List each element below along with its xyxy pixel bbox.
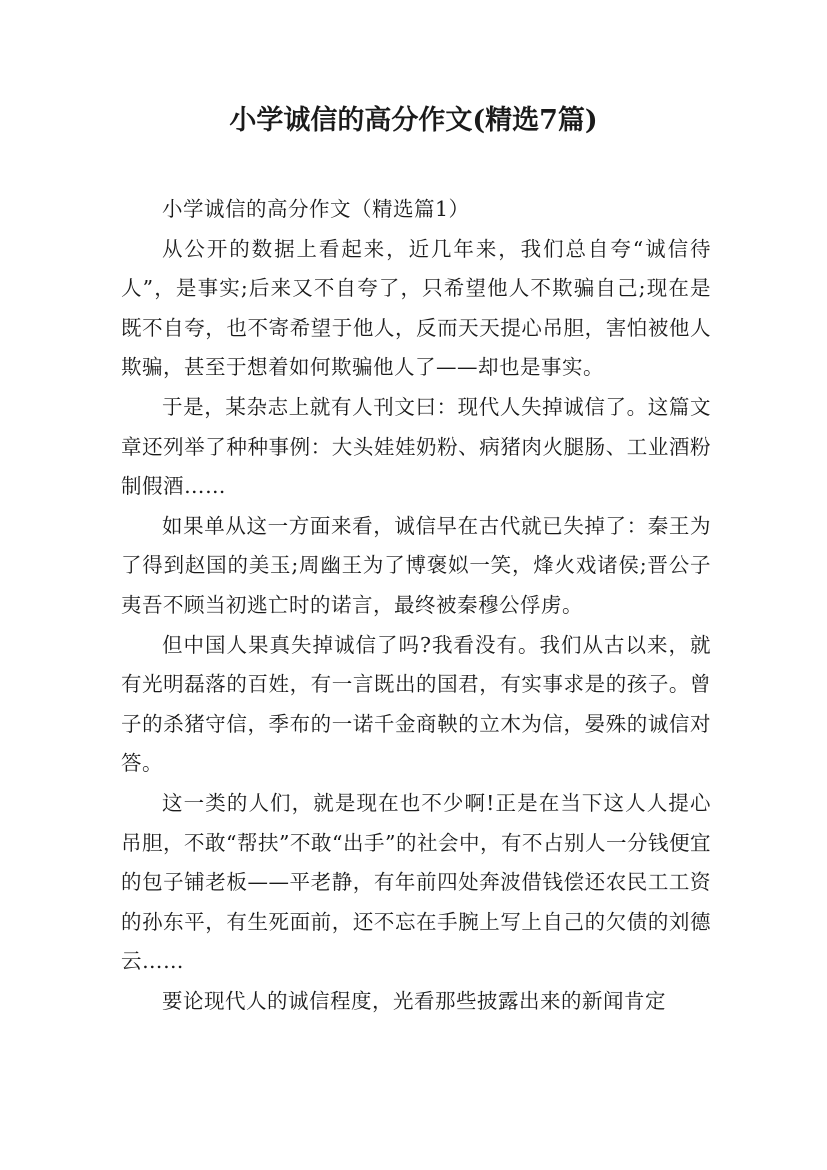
paragraph: 如果单从这一方面来看，诚信早在古代就已失掉了：秦王为了得到赵国的美玉;周幽王为了博褒姒一笑，烽火戏诸侯;晋公子夷吾不顾当初逃亡时的诺言，最终被秦穆公俘虏。	[121, 513, 711, 617]
paragraph: 但中国人果真失掉诚信了吗?我看没有。我们从古以来，就有光明磊落的百姓，有一言既出的国君，有实事求是的孩子。曾子的杀猪守信，季布的一诺千金商鞅的立木为信，晏殊的诚信对答。	[121, 632, 711, 776]
document-title: 小学诚信的高分作文(精选7篇)	[229, 105, 598, 136]
section-heading: 小学诚信的高分作文（精选篇1）	[162, 197, 470, 221]
paragraph: 于是，某杂志上就有人刊文曰：现代人失掉诚信了。这篇文章还列举了种种事例：大头娃娃奶粉、病猪肉火腿肠、工业酒粉制假酒……	[121, 394, 711, 499]
paragraph: 要论现代人的诚信程度，光看那些披露出来的新闻肯定	[162, 988, 666, 1013]
paragraph: 从公开的数据上看起来，近几年来，我们总自夸“诚信待人”，是事实;后来又不自夸了，只希望他人不欺骗自己;现在是既不自夸，也不寄希望于他人，反而天天提心吊胆，害怕被他人欺骗，甚至于想着如何欺骗他人了——却也是事实。	[121, 236, 711, 380]
document-body	[121, 190, 711, 1021]
paragraph: 这一类的人们，就是现在也不少啊!正是在当下这人人提心吊胆，不敢“帮扶”不敢“出手”的社会中，有不占别人一分钱便宜的包子铺老板——平老静，有年前四处奔波借钱偿还农民工工资的孙东平，有生死面前，还不忘在手腕上写上自己的欠债的刘德云……	[121, 790, 711, 974]
